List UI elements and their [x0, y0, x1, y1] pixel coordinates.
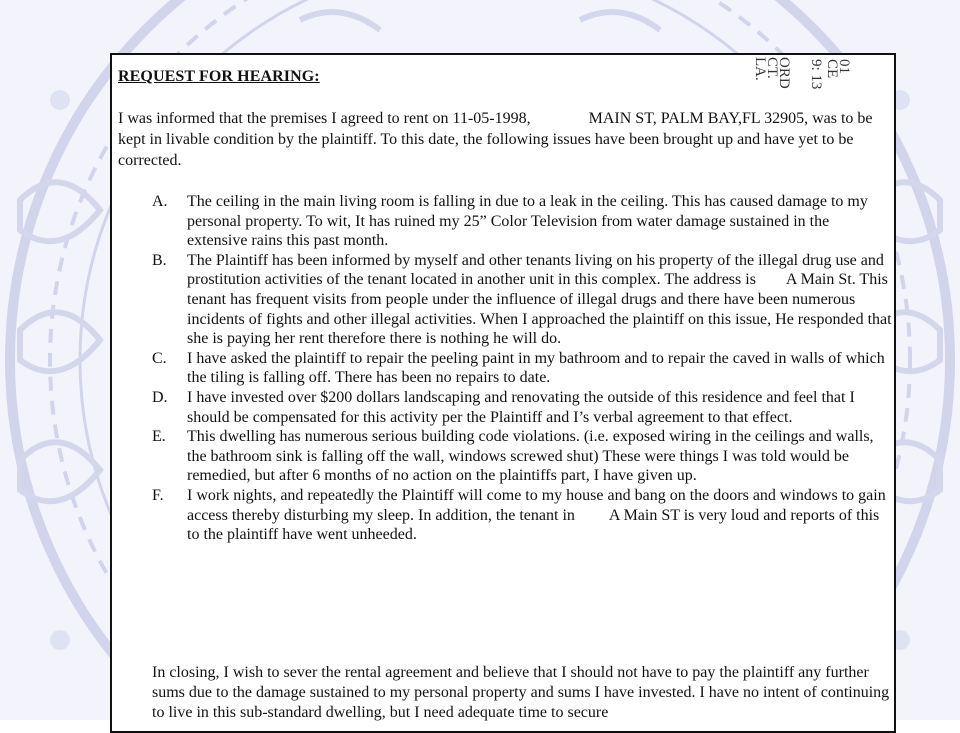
issue-item-f	[152, 486, 892, 545]
issue-text: The ceiling in the main living room is falling in due to a leak in the ceiling. This has caused damage to my personal property. To wit, It has ruined my 25” Color Television from water damage sustained in the extensive rains this past month.	[187, 193, 868, 250]
issue-letter: B.	[152, 251, 167, 269]
issue-item-e	[152, 427, 892, 486]
issue-list	[152, 192, 892, 545]
issue-text-part1: The Plaintiff has been informed by myself and other tenants living on his property of the illegal drug use and prostitution activities of the tenant located in another unit in this complex. The address is	[187, 251, 884, 289]
document-heading: REQUEST FOR HEARING:	[118, 68, 320, 85]
svg-text:CE: CE	[824, 59, 840, 79]
issue-text-part2: A Main ST is very loud and reports of this to the plaintiff have went unheeded.	[187, 506, 880, 544]
issue-item-d	[152, 388, 892, 427]
issue-text-part1: I work nights, and repeatedly the Plaintiff will come to my house and bang on the doors and windows to gain access thereby disturbing my sleep. In addition, the tenant in	[187, 486, 886, 524]
issue-letter: A.	[152, 193, 168, 210]
intro-text-part1: I was informed that the premises I agreed to rent on 11-05-1998,	[118, 110, 531, 127]
court-stamp	[752, 55, 884, 115]
issue-letter: C.	[152, 349, 167, 367]
issue-item-a	[152, 192, 892, 251]
intro-text-part2: MAIN ST, PALM BAY,FL 32905, was to be kept in livable condition by the plaintiff. To this date, the following issues have been brought up and have yet to be corrected.	[118, 110, 873, 169]
issue-item-b	[152, 251, 892, 349]
issue-text-part2: A Main St. This tenant has frequent visits from people under the influence of illegal drugs and there have been numerous incidents of fights and other illegal activities. When I approached the plaintiff on this issue, He responded that she is paying her rent therefore there is nothing he will do.	[187, 271, 892, 348]
svg-text:ORD: ORD	[776, 57, 792, 89]
issue-item-c	[152, 349, 892, 388]
issue-text: This dwelling has numerous serious building code violations. (i.e. exposed wiring in the ceilings and walls, the bathroom sink is falling off the wall, windows screwed shut) These were things I was told would be remedied, but after 6 months of no action on the plaintiffs part, I have given up.	[187, 428, 874, 485]
issue-letter: E.	[152, 428, 166, 446]
svg-text:01: 01	[836, 59, 852, 74]
issue-text: I have asked the plaintiff to repair the peeling paint in my bathroom and to repair the caved in walls of which the tiling is falling off. There has been no repairs to date.	[187, 349, 885, 387]
document-page	[110, 53, 896, 733]
issue-letter: D.	[152, 388, 168, 406]
intro-paragraph	[118, 108, 888, 171]
svg-text:9: 13: 9: 13	[808, 59, 824, 90]
svg-text:CT.: CT.	[764, 57, 780, 79]
issue-letter: F.	[152, 486, 164, 504]
issue-text: I have invested over $200 dollars landscaping and renovating the outside of this residence and feel that I should be compensated for this activity per the Plaintiff and I’s verbal agreement to that effect.	[187, 388, 855, 426]
closing-paragraph: In closing, I wish to sever the rental agreement and believe that I should not have to pay the plaintiff any further sums due to the damage sustained to my personal property and sums I have invested. I have no intent of continuing to live in this sub-standard dwelling, but I need adequate time to secure	[152, 664, 890, 721]
svg-text:LA.: LA.	[752, 57, 768, 81]
